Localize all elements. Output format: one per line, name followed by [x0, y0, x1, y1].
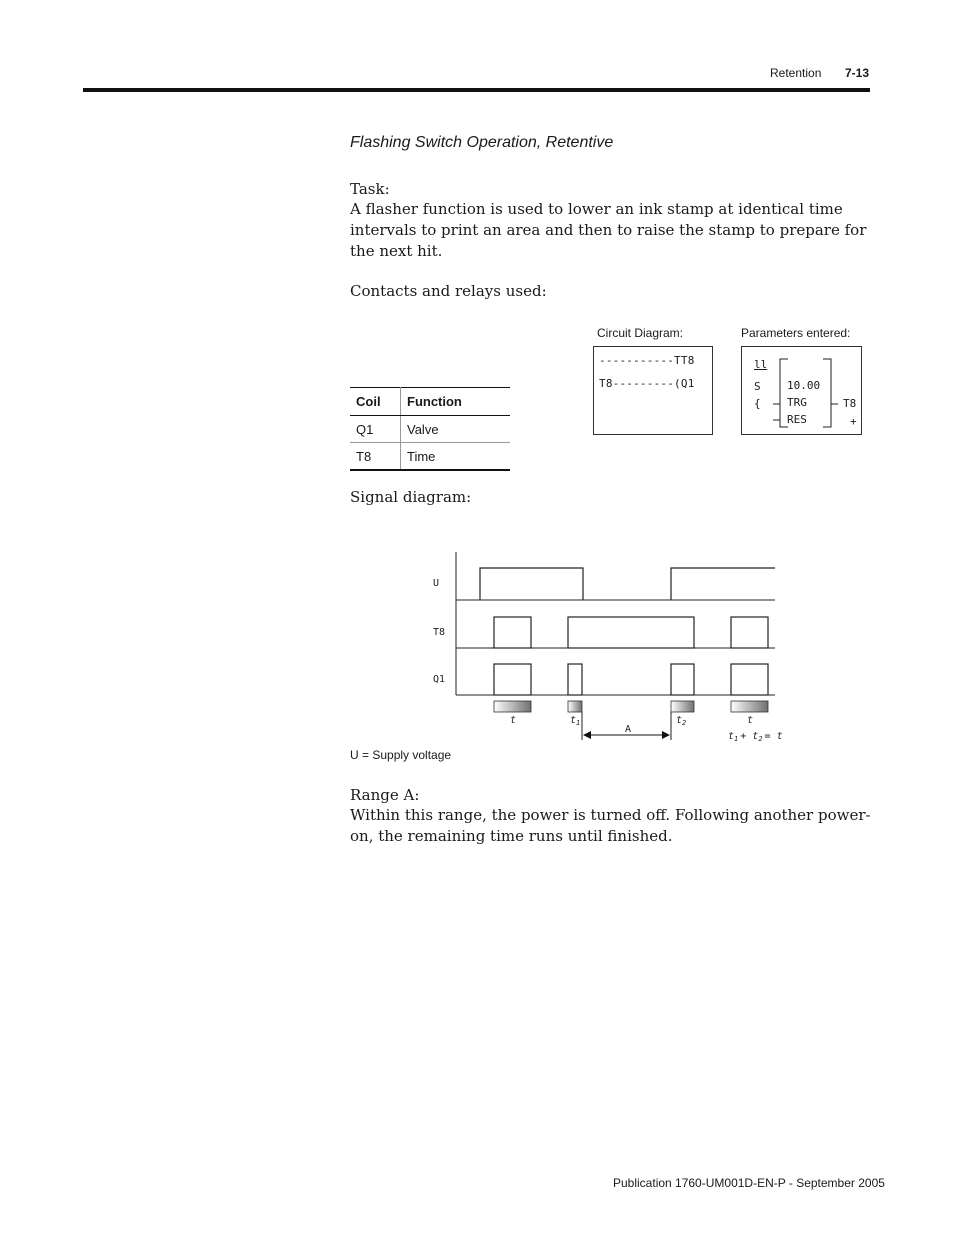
timing-bar [568, 701, 582, 712]
u-pulse [671, 568, 775, 600]
range-a-label: Range A: [350, 786, 420, 804]
parameters-caption: Parameters entered: [741, 326, 851, 340]
table-header-function: Function [401, 388, 511, 416]
table-row [350, 443, 510, 471]
row-label-t8: T8 [433, 627, 446, 638]
section-heading: Flashing Switch Operation, Retentive [350, 134, 614, 151]
header-page-number: 7-13 [845, 66, 870, 80]
q1-pulse [731, 664, 768, 695]
circuit-line: T8---------(Q1 [599, 377, 695, 390]
t8-pulse [568, 617, 694, 648]
parameters-box [741, 346, 862, 435]
circuit-diagram-caption: Circuit Diagram: [597, 326, 684, 340]
t-label: t [510, 715, 517, 726]
table-header-row [350, 388, 510, 416]
header-rule [83, 88, 870, 92]
u-pulse [480, 568, 583, 600]
signal-diagram-label: Signal diagram: [350, 488, 472, 506]
task-description: A flasher function is used to lower an ink stamp at identical time intervals to print an area and then to raise the stamp to prepare for the next hit. [350, 200, 867, 260]
time-value: 10.00 [787, 379, 821, 392]
header-section-title: Retention [770, 66, 822, 80]
circuit-diagram-box [593, 346, 713, 435]
t1-label: $t_1$ [570, 715, 581, 727]
contacts-label: Contacts and relays used: [350, 282, 547, 300]
page-header [0, 0, 954, 100]
circuit-line: -----------TT8 [599, 354, 695, 367]
signal-diagram [420, 545, 783, 745]
table-cell-coil: Q1 [350, 416, 401, 443]
mode-symbol: ll [754, 358, 768, 371]
supply-voltage-note: U = Supply voltage [350, 748, 452, 762]
t2-label: $t_2$ [676, 715, 687, 727]
coil-function-table [350, 387, 510, 471]
timer-name: T8 [843, 397, 857, 410]
time-equation: $t_1 + t_2 = t$ [728, 731, 783, 743]
brace-label: { [754, 397, 761, 410]
range-label: A [625, 724, 632, 735]
q1-pulse [671, 664, 694, 695]
table-cell-coil: T8 [350, 443, 401, 471]
plus-symbol: + [850, 415, 857, 428]
table-cell-function: Valve [401, 416, 511, 443]
row-label-u: U [433, 578, 440, 589]
table-row [350, 416, 510, 443]
timing-bar [671, 701, 694, 712]
task-label: Task: [350, 180, 390, 198]
timing-bar [494, 701, 531, 712]
t-label: t [747, 715, 754, 726]
res-input: RES [787, 413, 807, 426]
publication-footer: Publication 1760-UM001D-EN-P - September 2005 [613, 1176, 885, 1190]
table-cell-function: Time [401, 443, 511, 471]
row-label-q1: Q1 [433, 674, 446, 685]
timing-bar [731, 701, 768, 712]
range-a-description: Within this range, the power is turned off. Following another power-on, the remaining time runs until finished. [350, 806, 871, 845]
t8-pulse [494, 617, 531, 648]
q1-pulse [568, 664, 582, 695]
q1-pulse [494, 664, 531, 695]
s-label: S [754, 380, 761, 393]
table-header-coil: Coil [350, 388, 401, 416]
t8-pulse [731, 617, 768, 648]
trg-input: TRG [787, 396, 807, 409]
